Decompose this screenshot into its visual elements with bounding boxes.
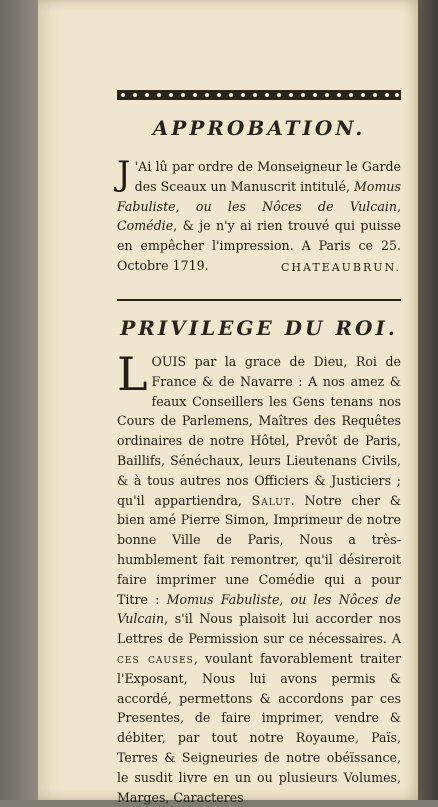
privilege-ces-causes: ces causes: [117, 650, 194, 666]
privilege-salut: Salut: [251, 492, 291, 508]
binding-gutter: [0, 0, 38, 800]
privilege-dropcap: L: [117, 347, 148, 401]
page-edge-shadow: [418, 0, 438, 800]
privilege-text-part-4: , voulant favorablement traiter l'Exposant, Nous lui avons permis & accordé, permettons & accordons par ces Presentes, de faire imprimer, vendre & débiter, par tout notre Royaume, Païs, Terres & Seigneuries de notre obéïssance, le susdit livre en un ou plusieurs Volumes, Marges, Caracteres: [117, 650, 401, 805]
approbation-dropcap: J: [117, 154, 131, 194]
privilege-title: PRIVILEGE DU ROI.: [120, 316, 398, 340]
section-divider-rule: [117, 299, 401, 301]
privilege-text-part-3: , s'il Nous plaisoit lui accorder nos Lettres de Permission sur ce nécessaires. A: [117, 611, 401, 647]
privilege-text-part-1: OUIS par la grace de Dieu, Roi de France & de Navarre : A nos amez & feaux Conseillers les Gens tenans nos Cours de Parlemens, Maîtres des Requêtes ordinaires de notre Hôtel, Prevôt de Paris, Baillifs, Sénéchaux, leurs Lieutenans Civils, & à tous autres nos Officiers & Justiciers ; qu'il appartiendra,: [117, 354, 401, 508]
approbation-text: [117, 154, 401, 276]
approbation-work-title: Momus Fabuliste, ou les Nôces de Vulcain, Comédie: [117, 178, 401, 234]
privilege-text-part-2: . Notre cher & bien amé Pierre Simon, Imprimeur de notre bonne Ville de Paris, Nous a très-humblement fait remontrer, qu'il désireroit faire imprimer une Comédie qui a pour Titre :: [117, 492, 401, 607]
privilege-text: [117, 347, 401, 807]
approbation-signature: CHATEAUBRUN.: [281, 261, 401, 274]
privilege-work-title: Momus Fabuliste, ou les Nôces de Vulcain: [117, 591, 401, 627]
decorative-ornament-band: [117, 88, 401, 102]
approbation-text-part-1: 'Ai lû par ordre de Monseigneur le Garde des Sceaux un Manuscrit intitulé,: [134, 159, 401, 194]
approbation-text-part-2: , & je n'y ai rien trouvé qui puisse en empêcher l'impression. A Paris ce 25. Octobre 1719.: [117, 218, 401, 273]
approbation-title: APPROBATION.: [152, 116, 366, 140]
